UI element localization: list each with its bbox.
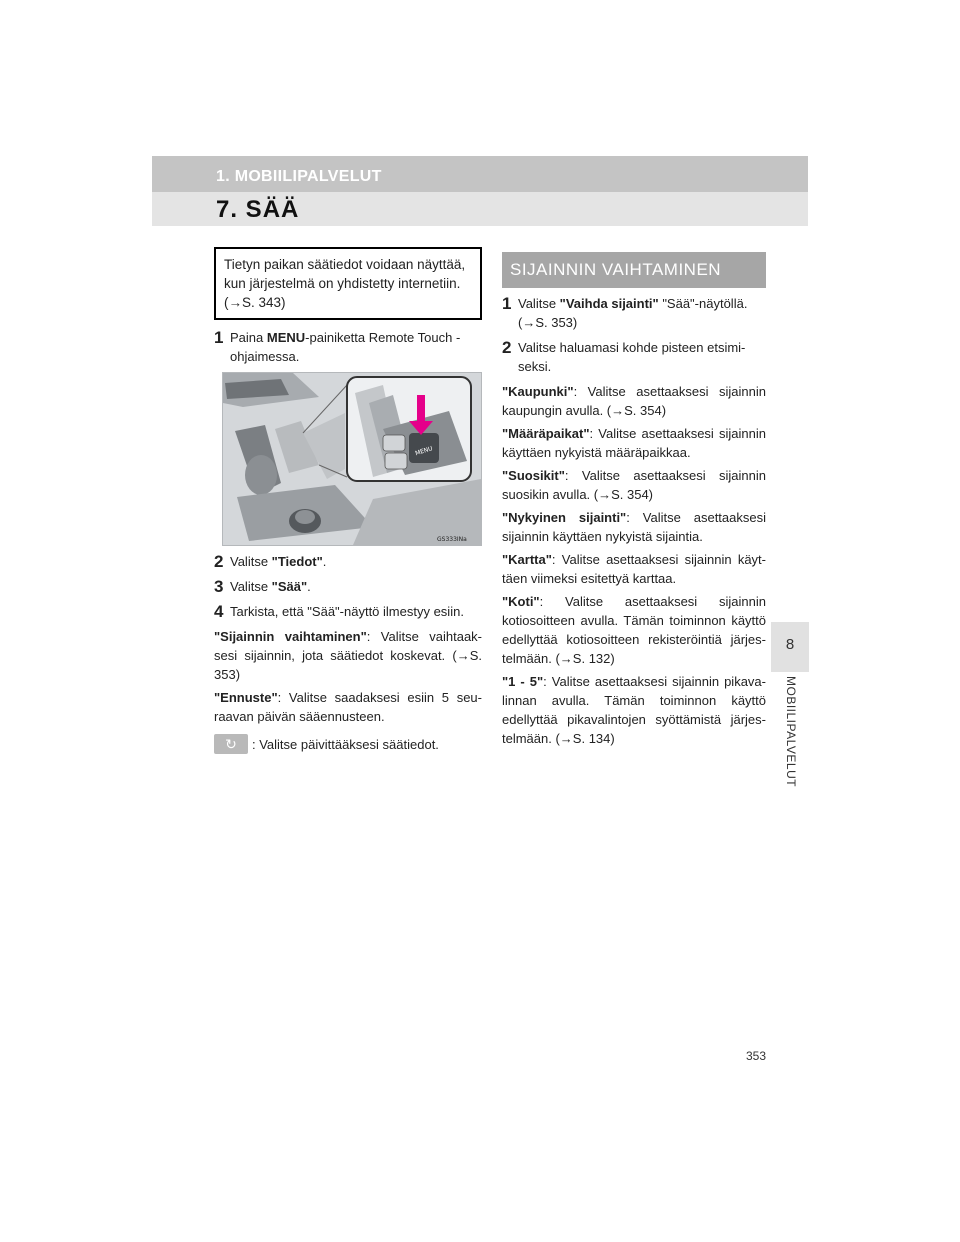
step-text-part: -painiketta Remote Touch -ohjaimessa.: [230, 330, 461, 364]
step-1: [214, 328, 482, 366]
step-text: [228, 328, 482, 366]
option-ennuste: [214, 688, 482, 726]
option-term: "Suosikit": [502, 468, 565, 483]
chapter-number: 8: [785, 636, 795, 653]
option-koti: [502, 592, 766, 668]
option-description: : Valitse asettaaksesi sijainnin suosikin avulla. (→S. 354): [502, 468, 766, 502]
step-number: 4: [214, 602, 224, 621]
option-term: "Ennuste": [214, 690, 278, 705]
option-sijainnin-vaihtaminen: [214, 627, 482, 684]
step-number: 1: [214, 328, 224, 347]
step-number: 2: [214, 552, 224, 571]
step-text-part: Valitse: [230, 554, 272, 569]
option-kaupunki: [502, 382, 766, 420]
option-term: "Kartta": [502, 552, 552, 567]
step-text: [516, 294, 766, 332]
figure-menu-label: MENU: [414, 445, 434, 458]
remote-touch-illustration: [223, 373, 481, 545]
step-number: 3: [214, 577, 224, 596]
option-term: "1 - 5": [502, 674, 544, 689]
step-text-part: Valitse: [230, 579, 272, 594]
option-description: : Valitse vaihtaak-sesi sijainnin, jota säätiedot koskevat. (→S. 353): [214, 629, 482, 682]
option-description: : Valitse asettaaksesi sijainnin pikava-linnan avulla. Tämän toiminnon käyttö edellyttää pikavalintojen syöttämistä järjes-telmään. (→S. 134): [502, 674, 766, 746]
option-term: "Sijainnin vaihtaminen": [214, 629, 367, 644]
option-description: : Valitse asettaaksesi sijainnin kaupungin avulla. (→S. 354): [502, 384, 766, 418]
step-number: 2: [502, 338, 512, 357]
option-description: : Valitse asettaaksesi sijainnin käyttäen nykyistä määräpaikkaa.: [502, 426, 766, 460]
left-column: [214, 247, 482, 754]
step-text: [228, 577, 482, 596]
figure-code: GS333INa: [437, 536, 467, 543]
step-text-part: "Sää"-näytöllä. (→S. 353): [518, 296, 748, 330]
step-3: [214, 577, 482, 596]
step-4: [214, 602, 482, 621]
option-description: : Valitse asettaaksesi sijainnin käyttäen nykyistä sijaintia.: [502, 510, 767, 544]
option-pikavalinta: [502, 672, 766, 748]
step-number: 1: [502, 294, 512, 313]
step-text: [228, 552, 482, 571]
page-number: 353: [746, 1049, 767, 1063]
refresh-icon: ↻: [214, 734, 248, 754]
remote-touch-figure: [222, 372, 482, 546]
option-term: "Koti": [502, 594, 540, 609]
step-text: Tarkista, että "Sää"-näyttö ilmestyy esiin.: [230, 604, 464, 619]
step-text-part: .: [307, 579, 311, 594]
option-description: : Valitse saadaksesi esiin 5 seu-raavan päivän sääennusteen.: [214, 690, 482, 724]
refresh-description: [214, 734, 482, 754]
step-text-part: Valitse: [518, 296, 560, 311]
step-text-part: Paina: [230, 330, 267, 345]
option-maarapaikat: [502, 424, 766, 462]
option-nykyinen-sijainti: [502, 508, 766, 546]
section-heading: SIJAINNIN VAIHTAMINEN: [502, 252, 766, 288]
step-term: "Sää": [271, 579, 308, 594]
chapter-title: 7. SÄÄ: [216, 196, 300, 223]
step-term: "Vaihda sijainti": [559, 296, 659, 311]
option-kartta: [502, 550, 766, 588]
section-title: 1. MOBIILIPALVELUT: [216, 168, 382, 185]
chapter-side-label: [772, 676, 808, 826]
option-description: : Valitse asettaaksesi sijainnin kotiosoitteen avulla. Tämän toiminnon käyttö edellyttää kotiosoitteen rekisteröintiä järjes-telmään. (→S. 132): [502, 594, 766, 666]
option-term: "Kaupunki": [502, 384, 574, 399]
right-column: [502, 252, 766, 752]
chapter-tab: [771, 622, 809, 672]
step-2: [214, 552, 482, 571]
option-description: : Valitse asettaaksesi sijainnin käyt-täen viimeksi esitettyä karttaa.: [502, 552, 766, 586]
option-suosikit: [502, 466, 766, 504]
chapter-side-label-text: MOBIILIPALVELUT: [784, 676, 798, 788]
menu-key-label: MENU: [266, 330, 306, 345]
step-2: [502, 338, 766, 376]
refresh-description-text: : Valitse päivittääksesi säätiedot.: [252, 736, 439, 752]
step-1: [502, 294, 766, 332]
intro-note: Tietyn paikan säätiedot voidaan näyttää, kun järjestelmä on yhdistetty internetiin. (→S. 343): [214, 247, 482, 320]
step-text: Valitse haluamasi kohde pisteen etsimi-seksi.: [518, 340, 746, 374]
option-term: "Määräpaikat": [502, 426, 590, 441]
step-term: "Tiedot": [271, 554, 323, 569]
step-text-part: .: [322, 554, 327, 569]
option-term: "Nykyinen sijainti": [502, 510, 627, 525]
